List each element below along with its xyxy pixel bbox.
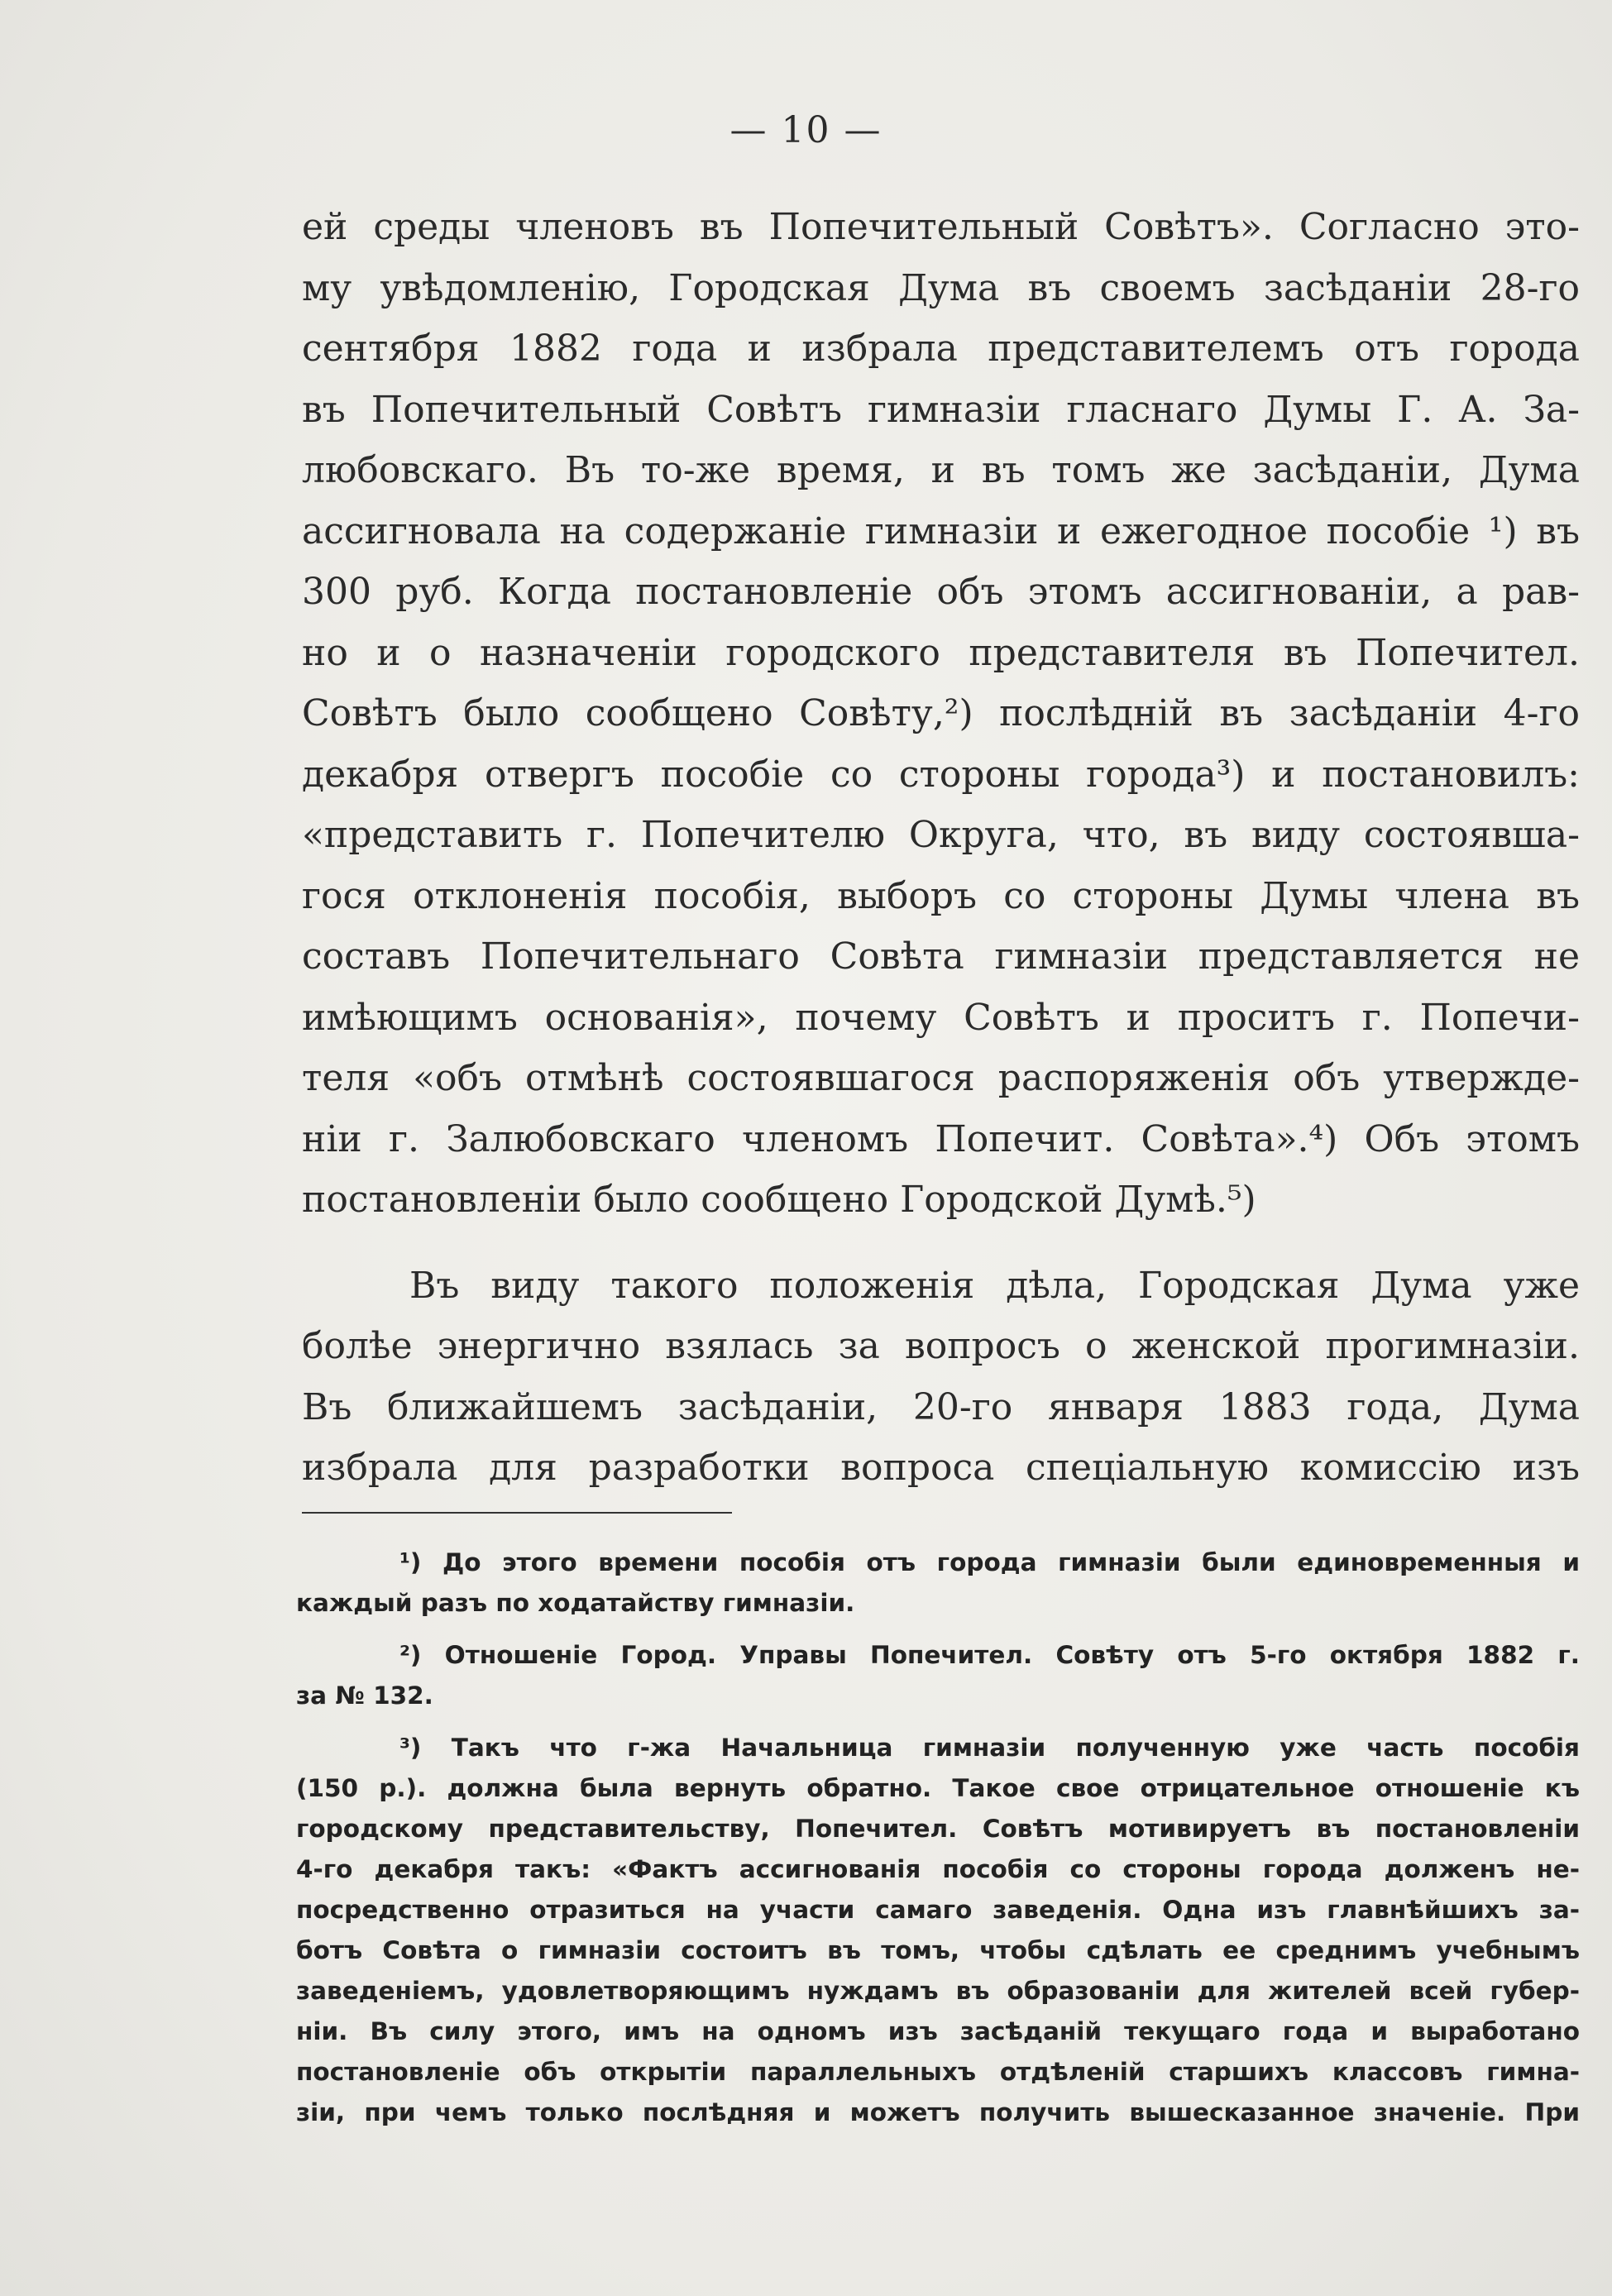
text-line: «представить г. Попечителю Округа, что, въ виду состоявша- bbox=[302, 814, 1580, 856]
footnote-3 bbox=[296, 1728, 1580, 2133]
text-line: постановленіи было сообщено Городской Думѣ.⁵) bbox=[302, 1179, 1256, 1221]
text-line: въ Попечительный Совѣтъ гимназіи гласнаго Думы Г. А. За- bbox=[302, 388, 1580, 431]
text-line: избрала для разработки вопроса спеціальную комиссію изъ bbox=[302, 1447, 1580, 1489]
text-line: декабря отвергъ пособіе со стороны города³) и постановилъ: bbox=[302, 753, 1580, 796]
footnote-line: городскому представительству, Попечител. Совѣтъ мотивируетъ въ постановленіи bbox=[296, 1815, 1580, 1843]
footnote-line: заведеніемъ, удовлетворяющимъ нуждамъ въ образованіи для жителей всей губер- bbox=[296, 1977, 1580, 2005]
text-line: любовскаго. Въ то-же время, и въ томъ же засѣданіи, Дума bbox=[302, 449, 1580, 491]
text-line: теля «объ отмѣнѣ состоявшагося распоряженія объ утвержде- bbox=[302, 1057, 1580, 1099]
text-line: Въ виду такого положенія дѣла, Городская Дума уже bbox=[409, 1264, 1580, 1307]
footnote-line: каждый разъ по ходатайству гимназіи. bbox=[296, 1589, 855, 1617]
footnote-2 bbox=[296, 1635, 1580, 1716]
footnote-line: постановленіе объ открытіи параллельныхъ отдѣленій старшихъ классовъ гимна- bbox=[296, 2058, 1580, 2086]
main-text-block bbox=[302, 197, 1580, 1499]
footnotes-block bbox=[296, 1543, 1580, 2133]
footnote-line: ²) Отношеніе Город. Управы Попечител. Совѣту отъ 5-го октября 1882 г. bbox=[399, 1641, 1580, 1669]
footnote-line: ніи. Въ силу этого, имъ на одномъ изъ засѣданій текущаго года и выработано bbox=[296, 2017, 1580, 2045]
footnote-separator bbox=[302, 1512, 732, 1514]
text-line: составъ Попечительнаго Совѣта гимназіи представляется не bbox=[302, 935, 1580, 978]
text-line: но и о назначеніи городского представителя въ Попечител. bbox=[302, 631, 1580, 674]
footnote-1 bbox=[296, 1543, 1580, 1624]
text-line: гося отклоненія пособія, выборъ со стороны Думы члена въ bbox=[302, 874, 1580, 917]
footnote-line: за № 132. bbox=[296, 1681, 433, 1710]
text-line: болѣе энергично взялась за вопросъ о женской прогимназіи. bbox=[302, 1325, 1580, 1367]
text-line: 300 руб. Когда постановленіе объ этомъ ассигнованіи, а рав- bbox=[302, 571, 1580, 613]
page-number: — 10 — bbox=[729, 109, 883, 151]
paragraph-gap bbox=[302, 1231, 1580, 1256]
text-line: Совѣтъ было сообщено Совѣту,²) послѣдній въ засѣданіи 4-го bbox=[302, 692, 1580, 734]
footnote-line: (150 р.). должна была вернуть обратно. Такое свое отрицательное отношеніе къ bbox=[296, 1774, 1580, 1802]
footnote-line: посредственно отразиться на участи самаго заведенія. Одна изъ главнѣйшихъ за- bbox=[296, 1896, 1580, 1924]
text-line: ніи г. Залюбовскаго членомъ Попечит. Совѣта».⁴) Объ этомъ bbox=[302, 1117, 1580, 1160]
footnote-line: ¹) До этого времени пособія отъ города гимназіи были единовременныя и bbox=[399, 1548, 1580, 1576]
text-line: му увѣдомленію, Городская Дума въ своемъ засѣданіи 28-го bbox=[302, 266, 1580, 309]
text-line: Въ ближайшемъ засѣданіи, 20-го января 1883 года, Дума bbox=[302, 1385, 1580, 1428]
footnote-line: ботъ Совѣта о гимназіи состоитъ въ томъ, чтобы сдѣлать ее среднимъ учебнымъ bbox=[296, 1936, 1580, 1964]
text-line: имѣющимъ основанія», почему Совѣтъ и проситъ г. Попечи- bbox=[302, 996, 1580, 1039]
text-line: сентября 1882 года и избрала представителемъ отъ города bbox=[302, 328, 1580, 370]
footnote-line: ³) Такъ что г-жа Начальница гимназіи полученную уже часть пособія bbox=[399, 1734, 1580, 1762]
text-line: ассигновала на содержаніе гимназіи и ежегодное пособіе ¹) въ bbox=[302, 509, 1580, 552]
text-line: ей среды членовъ въ Попечительный Совѣтъ». Согласно это- bbox=[302, 206, 1580, 248]
footnote-line: зіи, при чемъ только послѣдняя и можетъ получить вышесказанное значеніе. При bbox=[296, 2098, 1580, 2126]
footnote-line: 4-го декабря такъ: «Фактъ ассигнованія пособія со стороны города долженъ не- bbox=[296, 1855, 1580, 1883]
